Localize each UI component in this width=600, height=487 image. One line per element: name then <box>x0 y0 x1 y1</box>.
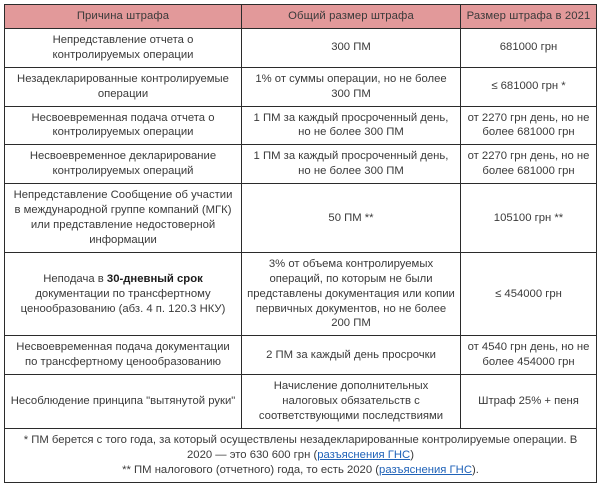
footnote-2-text-after: ). <box>472 463 479 476</box>
cell-general-amount: 1 ПМ за каждый просроченный день, но не более 300 ПМ <box>242 145 461 184</box>
cell-general-amount: 300 ПМ <box>242 28 461 67</box>
footnote-1-text-after: ) <box>410 448 414 461</box>
table-row <box>5 28 597 67</box>
footnote-1-text-before: * ПМ берется с того года, за который осуществлены незадекларированные контролируемые операции. В 2020 — это 630 600 грн ( <box>23 433 578 461</box>
header-general-amount: Общий размер штрафа <box>242 5 461 29</box>
cell-reason: Несвоевременная подача документации по трансфертному ценообразованию <box>5 336 242 375</box>
table-header <box>5 5 597 29</box>
table-row <box>5 184 597 253</box>
cell-amount-2021: от 4540 грн день, но не более 454000 грн <box>461 336 597 375</box>
cell-reason: Несвоевременное декларирование контролируемых операций <box>5 145 242 184</box>
cell-general-amount: 1% от суммы операции, но не более 300 ПМ <box>242 67 461 106</box>
cell-general-amount: 50 ПМ ** <box>242 184 461 253</box>
cell-general-amount: Начисление дополнительных налоговых обязательств с соответствующими последствиями <box>242 375 461 429</box>
cell-reason: Несвоевременная подача отчета о контролируемых операции <box>5 106 242 145</box>
cell-amount-2021: от 2270 грн день, но не более 681000 грн <box>461 106 597 145</box>
reason-suffix: документации по трансфертному ценообразованию (абз. 4 п. 120.3 НКУ) <box>20 287 226 315</box>
table-row <box>5 145 597 184</box>
cell-general-amount: 2 ПМ за каждый день просрочки <box>242 336 461 375</box>
cell-amount-2021: 105100 грн ** <box>461 184 597 253</box>
cell-amount-2021: от 2270 грн день, но не более 681000 грн <box>461 145 597 184</box>
reason-bold-term: 30-дневный срок <box>106 272 203 285</box>
table-header-row <box>5 5 597 29</box>
table-row <box>5 252 597 336</box>
cell-reason <box>5 252 242 336</box>
cell-reason: Непредставление Сообщение об участии в международной группе компаний (МГК) или представление недостоверной информации <box>5 184 242 253</box>
header-amount-2021: Размер штрафа в 2021 <box>461 5 597 29</box>
gns-explanation-link[interactable]: разъяснения ГНС <box>379 463 472 476</box>
cell-amount-2021: 681000 грн <box>461 28 597 67</box>
fines-table <box>4 4 597 483</box>
header-reason: Причина штрафа <box>5 5 242 29</box>
footnote-line-2 <box>10 463 591 478</box>
footnotes-row <box>5 428 597 482</box>
table-row <box>5 67 597 106</box>
reason-prefix: Неподача в <box>43 272 107 285</box>
table-row <box>5 375 597 429</box>
cell-general-amount: 3% от объема контролируемых операций, по которым не были представлены документация или копии первичных документов, но не более 200 ПМ <box>242 252 461 336</box>
cell-amount-2021: ≤ 681000 грн * <box>461 67 597 106</box>
cell-amount-2021: ≤ 454000 грн <box>461 252 597 336</box>
table-row <box>5 106 597 145</box>
footnote-line-1 <box>10 433 591 463</box>
cell-reason: Непредставление отчета о контролируемых операции <box>5 28 242 67</box>
table-row <box>5 336 597 375</box>
gns-explanation-link[interactable]: разъяснения ГНС <box>317 448 411 461</box>
footnote-2-text-before: ** ПМ налогового (отчетного) года, то есть 2020 ( <box>122 463 380 476</box>
table-body <box>5 28 597 482</box>
cell-general-amount: 1 ПМ за каждый просроченный день, но не более 300 ПМ <box>242 106 461 145</box>
cell-amount-2021: Штраф 25% + пеня <box>461 375 597 429</box>
cell-reason: Незадекларированные контролируемые операции <box>5 67 242 106</box>
footnotes-cell <box>5 428 597 482</box>
cell-reason: Несоблюдение принципа "вытянутой руки" <box>5 375 242 429</box>
